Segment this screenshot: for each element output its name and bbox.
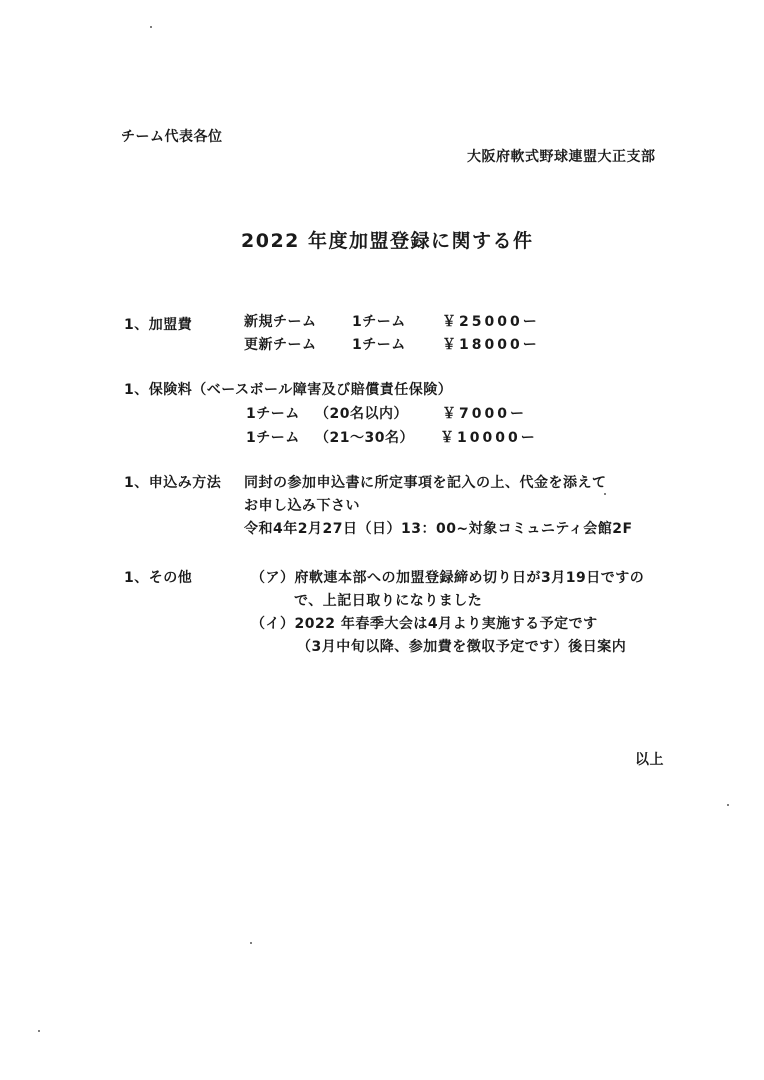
application-line1: 同封の参加申込書に所定事項を記入の上、代金を添えて	[244, 475, 607, 491]
other-line4: （3月中旬以降、参加費を徴収予定です）後日案内	[297, 639, 627, 655]
other-label: 1、その他	[124, 570, 193, 586]
fee-label: 1、加盟費	[124, 317, 193, 333]
addressee: チーム代表各位	[121, 129, 223, 145]
fee-renew-amount: ￥18000ー	[442, 337, 540, 353]
closing: 以上	[635, 752, 664, 768]
insurance-row2-unit: 1チーム	[246, 430, 300, 446]
insurance-row1-range: （20名以内）	[315, 406, 408, 422]
fee-new-unit: 1チーム	[352, 314, 406, 330]
insurance-label: 1、保険料（ベースボール障害及び賠償責任保険）	[124, 382, 453, 398]
other-line3: （イ）2022 年春季大会は4月より実施する予定です	[251, 616, 598, 632]
application-label: 1、申込み方法	[124, 475, 222, 491]
scan-speck	[727, 804, 729, 806]
other-line2: で、上記日取りになりました	[294, 593, 483, 609]
insurance-row2-range: （21～30名）	[315, 430, 414, 446]
insurance-row1-amount: ￥7000ー	[442, 406, 527, 422]
scan-speck	[150, 26, 152, 28]
scan-speck	[38, 1030, 40, 1032]
fee-new-amount: ￥25000ー	[442, 314, 540, 330]
document-title: 2022 年度加盟登録に関する件	[241, 230, 534, 252]
other-line1: （ア）府軟連本部への加盟登録締め切り日が3月19日ですの	[251, 570, 645, 586]
application-line2: お申し込み下さい	[244, 498, 360, 514]
sender: 大阪府軟式野球連盟大正支部	[467, 149, 656, 165]
fee-renew-type: 更新チーム	[244, 337, 317, 353]
application-line3: 令和4年2月27日（日）13：00~対象コミュニティ会館2F	[244, 521, 633, 537]
fee-renew-unit: 1チーム	[352, 337, 406, 353]
insurance-row2-amount: ￥10000ー	[440, 430, 538, 446]
insurance-row1-unit: 1チーム	[246, 406, 300, 422]
fee-new-type: 新規チーム	[244, 314, 317, 330]
scan-speck	[604, 493, 606, 495]
scan-speck	[250, 942, 252, 944]
